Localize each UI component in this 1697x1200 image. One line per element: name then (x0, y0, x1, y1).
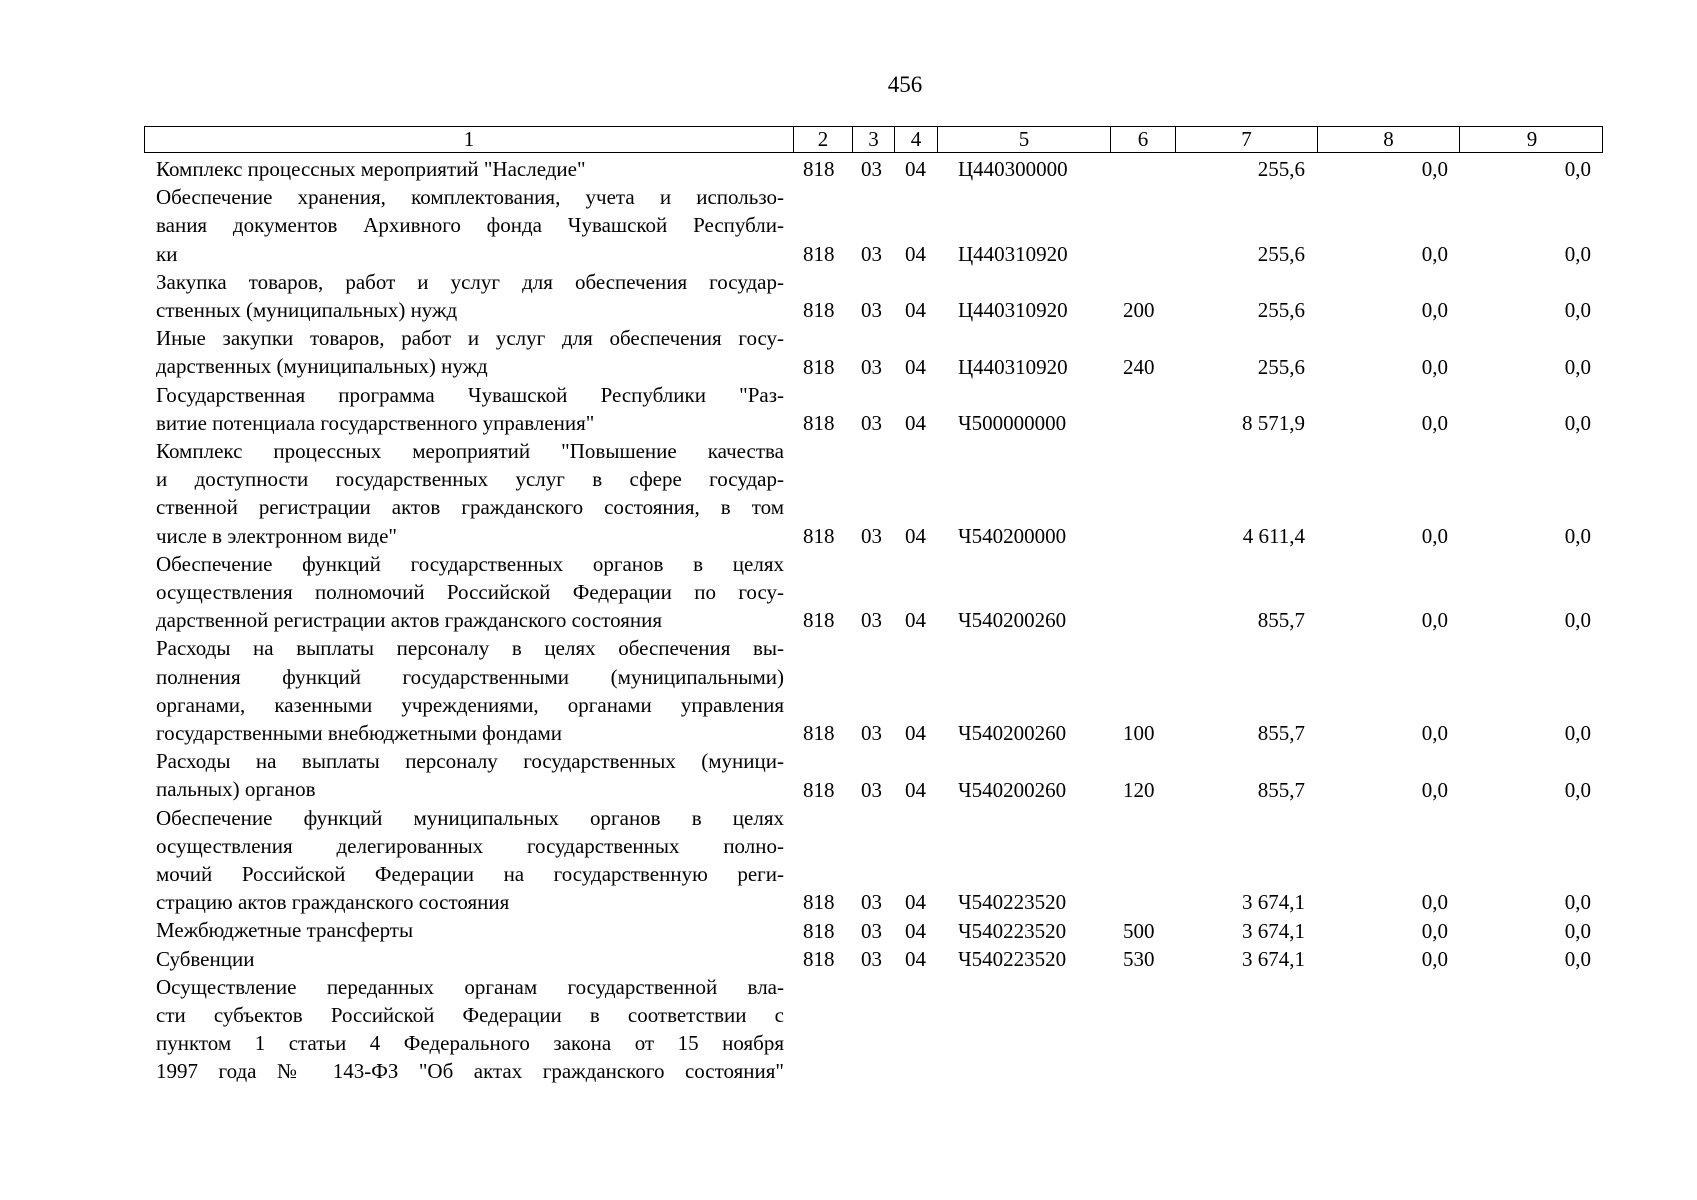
table-row (0, 973, 1697, 1086)
description-line: дарственной регистрации актов гражданского состояния (156, 608, 663, 633)
col-4-subsection: 04 (905, 777, 926, 802)
col-2-code: 818 (803, 354, 835, 379)
col-5-target-article: Ч540200260 (958, 721, 1067, 746)
col-5-target-article: Ч540223520 (958, 890, 1067, 915)
header-col-7: 7 (1175, 127, 1317, 152)
row-values (0, 240, 1697, 268)
description-line: Межбюджетные трансферты (156, 918, 414, 943)
description-line: ственных (муниципальных) нужд (156, 297, 458, 322)
col-8-amount: 0,0 (1421, 410, 1448, 435)
col-6-expense-type: 240 (1123, 354, 1155, 379)
description-line: органами, казенными учреждениями, органами управления (156, 692, 784, 717)
col-2-code: 818 (803, 298, 835, 323)
row-values (0, 1058, 1697, 1086)
col-5-target-article: Ч540223520 (958, 946, 1067, 971)
col-5-target-article: Ч540200000 (958, 523, 1067, 548)
header-col-3: 3 (852, 127, 894, 152)
description-line: Закупка товаров, работ и услуг для обеспечения государ- (156, 269, 784, 294)
description-line: пунктом 1 статьи 4 Федерального закона от 15 ноября (156, 1031, 784, 1056)
col-7-amount: 255,6 (1257, 298, 1305, 323)
table-row (0, 945, 1697, 973)
table-row (0, 155, 1697, 183)
col-5-target-article: Ц440310920 (958, 241, 1068, 266)
col-5-target-article: Ц440310920 (958, 354, 1068, 379)
col-7-amount: 8 571,9 (1242, 410, 1305, 435)
description-line: пальных) органов (156, 777, 316, 802)
row-values (0, 296, 1697, 324)
col-6-expense-type: 100 (1123, 721, 1155, 746)
col-3-section: 03 (861, 523, 882, 548)
row-values (0, 776, 1697, 804)
description-line: Осуществление переданных органам государственной вла- (156, 974, 784, 999)
col-3-section: 03 (861, 777, 882, 802)
col-7-amount: 255,6 (1257, 241, 1305, 266)
col-4-subsection: 04 (905, 523, 926, 548)
col-8-amount: 0,0 (1421, 157, 1448, 182)
description-line: Обеспечение функций муниципальных органов в целях (156, 805, 784, 830)
col-3-section: 03 (861, 918, 882, 943)
row-values (0, 606, 1697, 634)
row-values (0, 719, 1697, 747)
header-col-1: 1 (463, 127, 475, 151)
col-3-section: 03 (861, 298, 882, 323)
col-9-amount: 0,0 (1564, 777, 1591, 802)
col-4-subsection: 04 (905, 721, 926, 746)
col-3-section: 03 (861, 721, 882, 746)
col-4-subsection: 04 (905, 298, 926, 323)
col-7-amount: 855,7 (1257, 721, 1305, 746)
col-4-subsection: 04 (905, 354, 926, 379)
col-9-amount: 0,0 (1564, 946, 1591, 971)
col-9-amount: 0,0 (1564, 157, 1591, 182)
col-2-code: 818 (803, 946, 835, 971)
table-row (0, 381, 1697, 437)
col-9-amount: 0,0 (1564, 608, 1591, 633)
header-col-2: 2 (793, 127, 852, 152)
table-row (0, 916, 1697, 944)
col-9-amount: 0,0 (1564, 241, 1591, 266)
col-9-amount: 0,0 (1564, 890, 1591, 915)
col-3-section: 03 (861, 241, 882, 266)
col-8-amount: 0,0 (1421, 918, 1448, 943)
table-row (0, 268, 1697, 324)
description-line: Иные закупки товаров, работ и услуг для обеспечения госу- (156, 326, 784, 351)
table-row (0, 183, 1697, 268)
col-8-amount: 0,0 (1421, 721, 1448, 746)
row-values (0, 945, 1697, 973)
col-8-amount: 0,0 (1421, 777, 1448, 802)
description-line: ки (156, 241, 178, 266)
description-line: Обеспечение функций государственных органов в целях (156, 551, 784, 576)
col-7-amount: 855,7 (1257, 608, 1305, 633)
col-5-target-article: Ц440300000 (958, 157, 1068, 182)
table-row (0, 550, 1697, 635)
row-values (0, 409, 1697, 437)
col-2-code: 818 (803, 608, 835, 633)
table-body (0, 155, 1697, 1086)
col-9-amount: 0,0 (1564, 410, 1591, 435)
col-7-amount: 3 674,1 (1242, 946, 1305, 971)
description-line: осуществления делегированных государственных полно- (156, 833, 784, 858)
col-4-subsection: 04 (905, 608, 926, 633)
col-4-subsection: 04 (905, 918, 926, 943)
col-5-target-article: Ч500000000 (958, 410, 1067, 435)
description-line: осуществления полномочий Российской Федерации по госу- (156, 579, 784, 604)
col-4-subsection: 04 (905, 157, 926, 182)
row-values (0, 353, 1697, 381)
description-line: Комплекс процессных мероприятий "Наследие" (156, 157, 586, 181)
header-col-6: 6 (1110, 127, 1175, 152)
description-line: Государственная программа Чувашской Республики "Раз- (156, 382, 784, 407)
header-col-4: 4 (894, 127, 937, 152)
table-row (0, 747, 1697, 803)
description-line: страцию актов гражданского состояния (156, 890, 510, 915)
description-line: витие потенциала государственного управления" (156, 410, 595, 435)
header-col-8: 8 (1317, 127, 1459, 152)
description-line: Субвенции (156, 946, 255, 971)
col-6-expense-type: 200 (1123, 298, 1155, 323)
col-4-subsection: 04 (905, 946, 926, 971)
description-line: и доступности государственных услуг в сфере государ- (156, 467, 784, 492)
description-line: 1997 года № 143-ФЗ "Об актах гражданского состояния" (156, 1059, 784, 1084)
description-line: Обеспечение хранения, комплектования, учета и использо- (156, 185, 784, 210)
col-4-subsection: 04 (905, 890, 926, 915)
col-7-amount: 4 611,4 (1242, 523, 1305, 548)
col-3-section: 03 (861, 157, 882, 182)
page-number: 456 (887, 72, 923, 97)
col-5-target-article: Ч540200260 (958, 777, 1067, 802)
col-6-expense-type: 120 (1123, 777, 1155, 802)
description-line: Расходы на выплаты персоналу государственных (муници- (156, 749, 784, 774)
col-3-section: 03 (861, 410, 882, 435)
col-5-target-article: Ч540200260 (958, 608, 1067, 633)
col-8-amount: 0,0 (1421, 354, 1448, 379)
col-5-target-article: Ч540223520 (958, 918, 1067, 943)
description-line: государственными внебюджетными фондами (156, 720, 563, 745)
col-2-code: 818 (803, 890, 835, 915)
row-values (0, 155, 1697, 183)
col-8-amount: 0,0 (1421, 241, 1448, 266)
description-line: ственной регистрации актов гражданского состояния, в том (156, 495, 784, 520)
col-2-code: 818 (803, 157, 835, 182)
col-9-amount: 0,0 (1564, 298, 1591, 323)
description-line: мочий Российской Федерации на государственную реги- (156, 861, 784, 886)
header-col-9: 9 (1459, 127, 1604, 152)
col-8-amount: 0,0 (1421, 890, 1448, 915)
col-7-amount: 255,6 (1257, 354, 1305, 379)
col-4-subsection: 04 (905, 241, 926, 266)
description-line: Комплекс процессных мероприятий "Повышение качества (156, 438, 784, 463)
table-row (0, 437, 1697, 550)
col-8-amount: 0,0 (1421, 298, 1448, 323)
col-9-amount: 0,0 (1564, 354, 1591, 379)
col-8-amount: 0,0 (1421, 608, 1448, 633)
col-7-amount: 855,7 (1257, 777, 1305, 802)
row-values (0, 522, 1697, 550)
col-2-code: 818 (803, 241, 835, 266)
col-9-amount: 0,0 (1564, 918, 1591, 943)
header-col-5: 5 (937, 127, 1110, 152)
col-3-section: 03 (861, 354, 882, 379)
description-line: вания документов Архивного фонда Чувашской Республи- (156, 213, 784, 238)
col-3-section: 03 (861, 890, 882, 915)
description-line: числе в электронном виде" (156, 523, 397, 548)
col-8-amount: 0,0 (1421, 523, 1448, 548)
row-values (0, 917, 1697, 945)
col-6-expense-type: 530 (1123, 946, 1155, 971)
col-2-code: 818 (803, 721, 835, 746)
table-row (0, 634, 1697, 747)
col-9-amount: 0,0 (1564, 721, 1591, 746)
description-line: Расходы на выплаты персоналу в целях обеспечения вы- (156, 636, 784, 661)
col-2-code: 818 (803, 918, 835, 943)
col-4-subsection: 04 (905, 410, 926, 435)
col-2-code: 818 (803, 523, 835, 548)
col-7-amount: 255,6 (1257, 157, 1305, 182)
table-header (144, 126, 1603, 153)
table-row (0, 804, 1697, 917)
col-2-code: 818 (803, 410, 835, 435)
col-3-section: 03 (861, 608, 882, 633)
description-line: дарственных (муниципальных) нужд (156, 354, 488, 379)
description-line: сти субъектов Российской Федерации в соответствии с (156, 1002, 784, 1027)
col-9-amount: 0,0 (1564, 523, 1591, 548)
row-values (0, 888, 1697, 916)
col-5-target-article: Ц440310920 (958, 298, 1068, 323)
col-7-amount: 3 674,1 (1242, 918, 1305, 943)
col-2-code: 818 (803, 777, 835, 802)
col-7-amount: 3 674,1 (1242, 890, 1305, 915)
description-line: полнения функций государственными (муниципальными) (156, 664, 784, 689)
col-8-amount: 0,0 (1421, 946, 1448, 971)
col-3-section: 03 (861, 946, 882, 971)
col-6-expense-type: 500 (1123, 918, 1155, 943)
table-row (0, 324, 1697, 380)
